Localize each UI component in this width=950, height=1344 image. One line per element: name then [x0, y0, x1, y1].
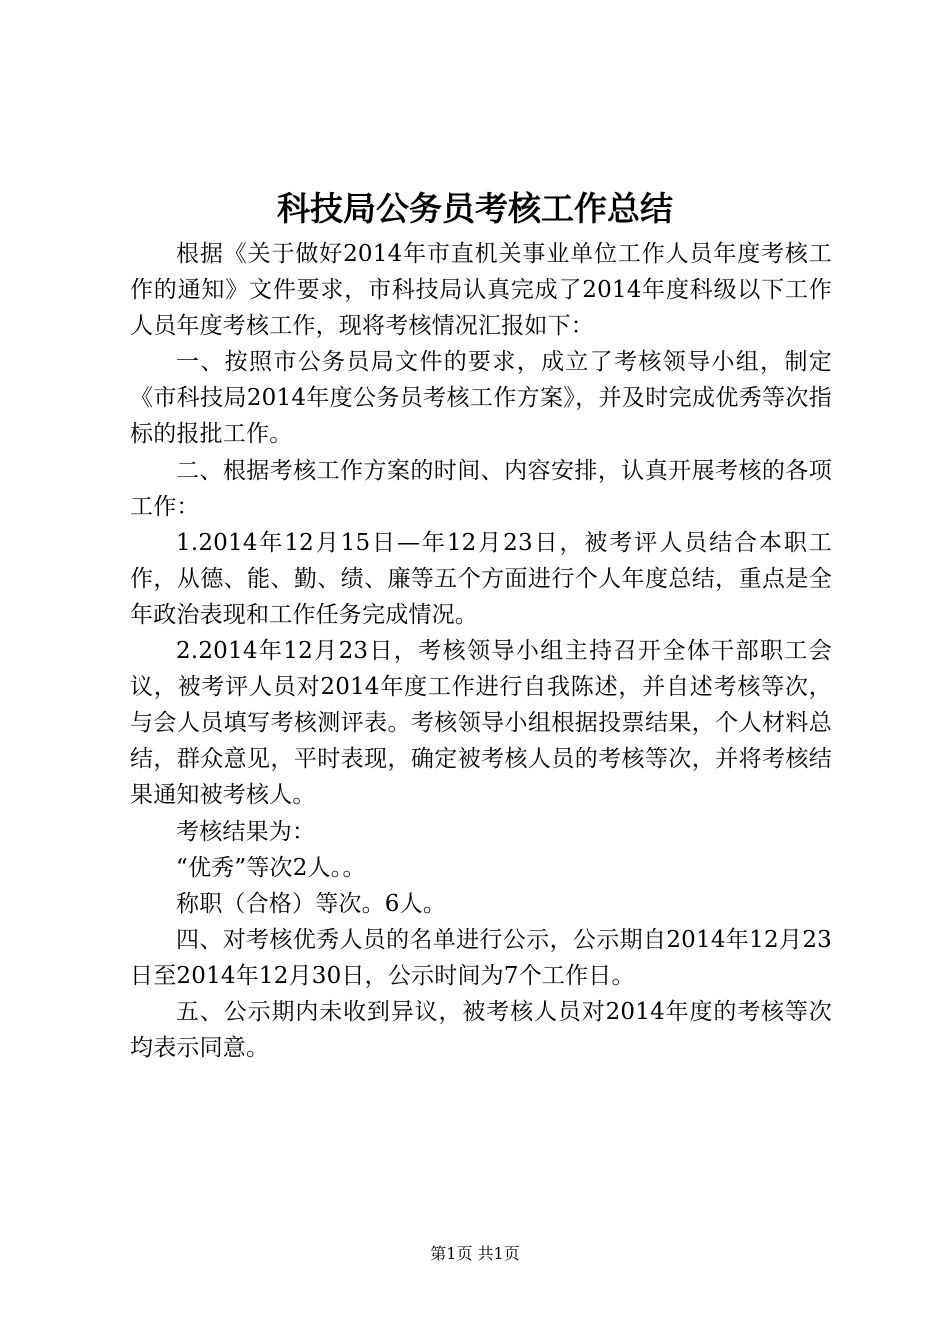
- paragraph-section-4: 四、对考核优秀人员的名单进行公示，公示期自2014年12月23日至2014年12月30日，公示时间为7个工作日。: [130, 926, 832, 989]
- paragraph-result-competent: 称职（合格）等次。6人。: [176, 890, 447, 917]
- paragraph-item-1: 1.2014年12月15日—年12月23日，被考评人员结合本职工作，从德、能、勤、绩、廉等五个方面进行个人年度总结，重点是全年政治表现和工作任务完成情况。: [130, 529, 832, 628]
- paragraph-intro: 根据《关于做好2014年市直机关事业单位工作人员年度考核工作的通知》文件要求，市科技局认真完成了2014年度科级以下工作人员年度考核工作，现将考核情况汇报如下：: [130, 241, 832, 340]
- page-title: 科技局公务员考核工作总结: [277, 189, 673, 228]
- paragraph-section-5: 五、公示期内未收到异议，被考核人员对2014年度的考核等次均表示同意。: [130, 998, 832, 1062]
- paragraph-section-2: 二、根据考核工作方案的时间、内容安排，认真开展考核的各项工作：: [130, 457, 832, 520]
- paragraph-item-2: 2.2014年12月23日，考核领导小组主持召开全体干部职工会议，被考评人员对2014年度工作进行自我陈述，并自述考核等次，与会人员填写考核测评表。考核领导小组根据投票结果，个人材料总结，群众意见，平时表现，确定被考核人员的考核等次，并将考核结果通知被考核人。: [130, 638, 832, 809]
- paragraph-result-excellent: “优秀”等次2人。。: [176, 854, 366, 881]
- document-body: [130, 236, 832, 1066]
- page-footer: 第1页 共1页: [430, 1244, 520, 1263]
- paragraph-results-heading: 考核结果为：: [176, 818, 316, 845]
- paragraph-section-1: 一、按照市公务员局文件的要求，成立了考核领导小组，制定《市科技局2014年度公务员考核工作方案》，并及时完成优秀等次指标的报批工作。: [130, 349, 832, 448]
